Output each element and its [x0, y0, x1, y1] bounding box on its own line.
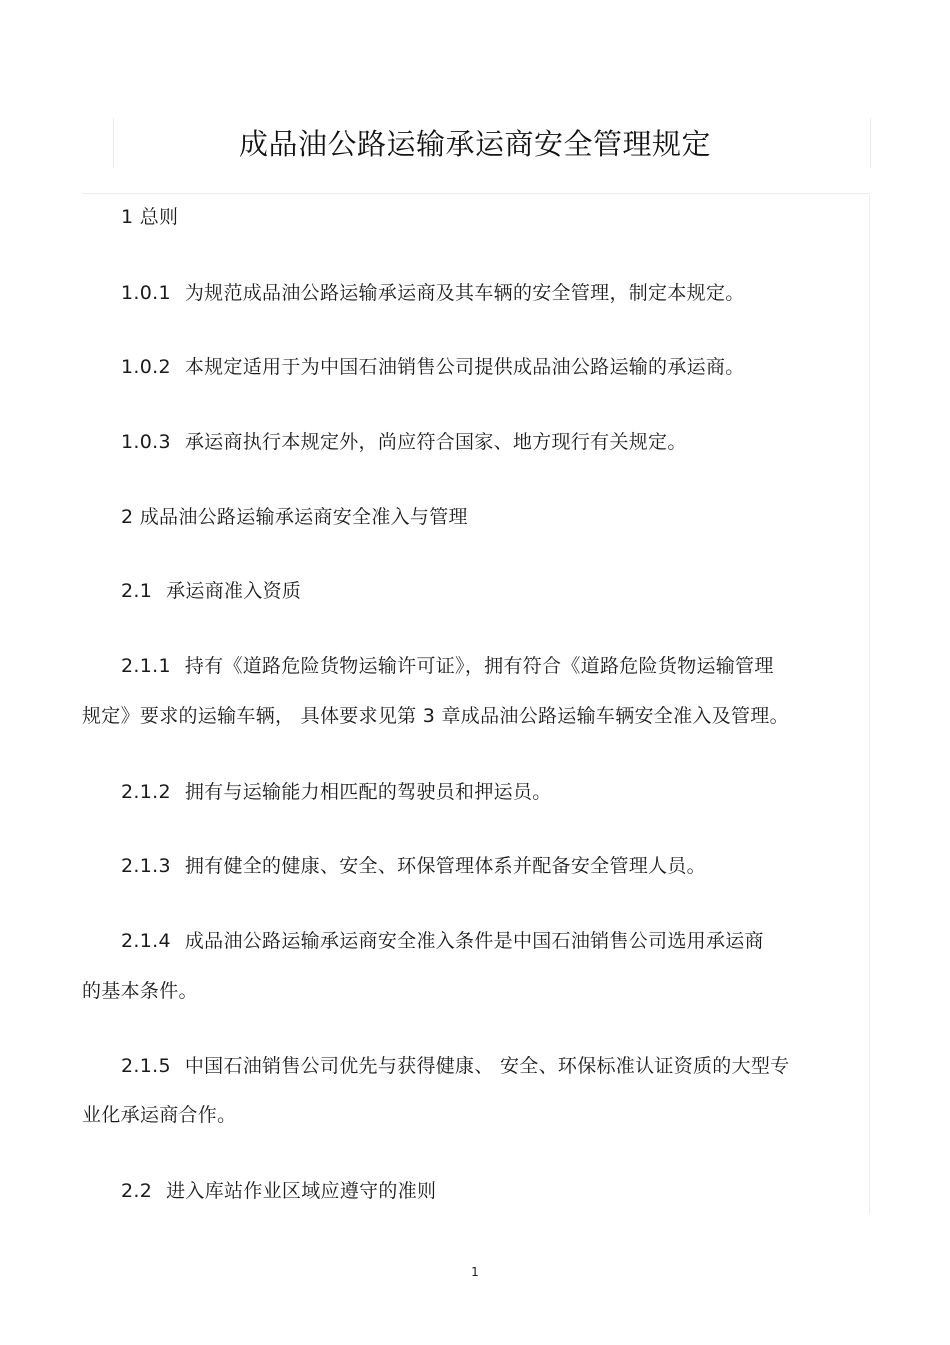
clause-text: 持有《道路危险货物运输许可证》，拥有符合《道路危险货物运输管理 — [184, 655, 774, 677]
paragraph — [121, 852, 706, 880]
clause-text: 为规范成品油公路运输承运商及其车辆的安全管理，制定本规定。 — [184, 282, 745, 304]
clause-number: 2.1.2 — [121, 781, 171, 803]
clause-text: 拥有健全的健康、安全、环保管理体系并配备安全管理人员。 — [184, 855, 706, 877]
clause-number: 2.2 — [121, 1180, 153, 1202]
clause-number: 1.0.3 — [121, 431, 171, 453]
subsection-heading — [121, 1177, 436, 1205]
paragraph — [121, 279, 745, 307]
paragraph — [121, 1052, 790, 1080]
clause-number: 2.1 — [121, 580, 153, 602]
clause-text: 成品油公路运输承运商安全准入条件是中国石油销售公司选用承运商 — [184, 930, 764, 952]
paragraph-continuation: 业化承运商合作。 — [82, 1104, 237, 1126]
clause-number: 2.1.1 — [121, 655, 171, 677]
page-number: 1 — [471, 1265, 479, 1279]
clause-number: 1.0.1 — [121, 282, 171, 304]
clause-text: 承运商准入资质 — [166, 580, 302, 602]
clause-number: 2.1.3 — [121, 855, 171, 877]
clause-text: 本规定适用于为中国石油销售公司提供成品油公路运输的承运商。 — [184, 356, 745, 378]
clause-text: 中国石油销售公司优先与获得健康、 安全、环保标准认证资质的大型专 — [184, 1055, 790, 1077]
section-heading: 2 成品油公路运输承运商安全准入与管理 — [121, 506, 468, 528]
paragraph-continuation: 规定》要求的运输车辆， 具体要求见第 3 章成品油公路运输车辆安全准入及管理。 — [82, 705, 789, 727]
paragraph-continuation: 的基本条件。 — [82, 980, 198, 1002]
paragraph — [121, 927, 764, 955]
clause-text: 拥有与运输能力相匹配的驾驶员和押运员。 — [184, 781, 552, 803]
paragraph — [121, 778, 552, 806]
clause-number: 1.0.2 — [121, 356, 171, 378]
paragraph — [121, 353, 745, 381]
document-title: 成品油公路运输承运商安全管理规定 — [238, 127, 711, 161]
clause-number: 2.1.5 — [121, 1055, 171, 1077]
section-heading: 1 总则 — [121, 206, 179, 228]
clause-text: 进入库站作业区域应遵守的准则 — [166, 1180, 437, 1202]
paragraph — [121, 428, 687, 456]
clause-text: 承运商执行本规定外，尚应符合国家、地方现行有关规定。 — [184, 431, 687, 453]
paragraph — [121, 652, 774, 680]
clause-number: 2.1.4 — [121, 930, 171, 952]
subsection-heading — [121, 577, 301, 605]
